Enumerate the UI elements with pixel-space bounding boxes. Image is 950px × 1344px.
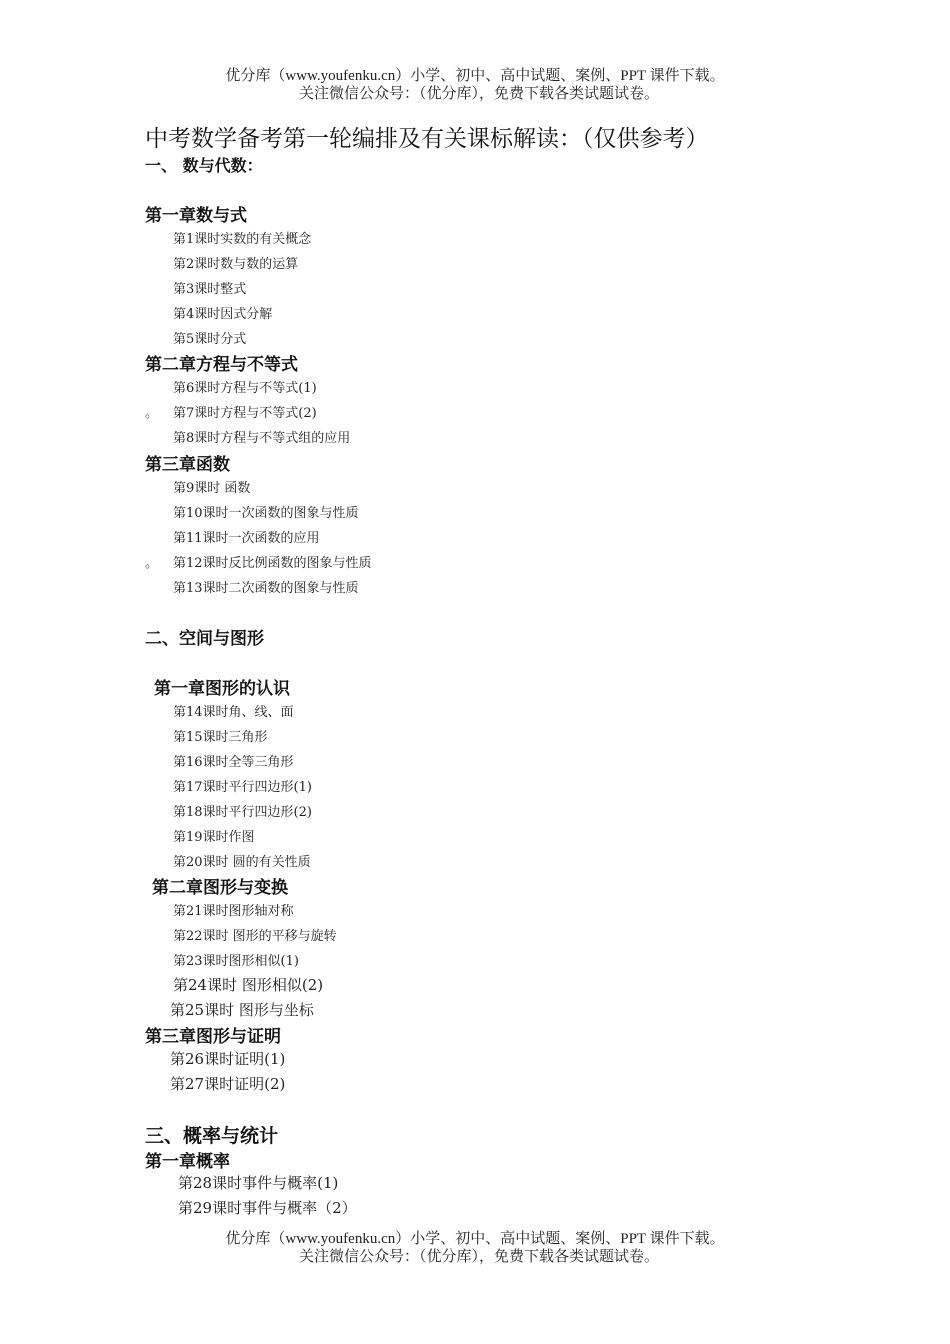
footer-line-2: 关注微信公众号：（优分库），免费下载各类试题试卷。 [298, 1249, 659, 1265]
section-heading-algebra: 一、 数与代数： [145, 156, 263, 175]
chapter-title: 第三章图形与证明 [145, 1027, 281, 1047]
header-line-2: 关注微信公众号：（优分库），免费下载各类试题试卷。 [298, 86, 659, 102]
page-footer [0, 1230, 950, 1266]
section-heading-probability: 三、概率与统计 [145, 1125, 279, 1147]
chapter-title: 第一章数与式 [145, 206, 247, 226]
lesson-item: 第26课时证明(1) [170, 1050, 286, 1068]
lesson-item: 第13课时二次函数的图象与性质 [173, 581, 359, 596]
lesson-item: 第9课时 函数 [173, 481, 251, 496]
lesson-item: 第21课时图形轴对称 [173, 904, 294, 919]
chapter-title: 第一章图形的认识 [154, 679, 290, 699]
chapter-title: 第二章方程与不等式 [145, 355, 298, 375]
margin-mark: 。 [145, 556, 159, 571]
lesson-item: 第11课时一次函数的应用 [173, 531, 320, 546]
lesson-item: 第20课时 圆的有关性质 [173, 855, 311, 870]
lesson-item: 第14课时角、线、面 [173, 705, 294, 720]
section-heading-geometry: 二、空间与图形 [145, 629, 264, 649]
lesson-item: 第17课时平行四边形(1) [173, 780, 312, 795]
lesson-item: 第28课时事件与概率(1) [178, 1174, 339, 1192]
margin-mark: 。 [145, 406, 159, 421]
lesson-item: 第24课时 图形相似(2) [173, 976, 324, 994]
lesson-item: 第3课时整式 [173, 282, 247, 297]
lesson-item: 第7课时方程与不等式(2) [173, 406, 317, 421]
lesson-item: 第12课时反比例函数的图象与性质 [173, 556, 372, 571]
lesson-item: 第4课时因式分解 [173, 307, 273, 322]
header-line-1: 优分库（www.youfenku.cn）小学、初中、高中试题、案例、PPT 课件下载。 [225, 68, 725, 84]
footer-line-1: 优分库（www.youfenku.cn）小学、初中、高中试题、案例、PPT 课件下载。 [225, 1231, 725, 1247]
lesson-item: 第16课时全等三角形 [173, 755, 294, 770]
lesson-item: 第18课时平行四边形(2) [173, 805, 312, 820]
chapter-title: 第二章图形与变换 [152, 878, 288, 898]
lesson-item: 第27课时证明(2) [170, 1075, 286, 1093]
lesson-item: 第8课时方程与不等式组的应用 [173, 431, 351, 446]
lesson-item: 第5课时分式 [173, 332, 247, 347]
chapter-title: 第一章概率 [145, 1152, 230, 1172]
lesson-item: 第1课时实数的有关概念 [173, 232, 312, 247]
document-title: 中考数学备考第一轮编排及有关课标解读：（仅供参考） [145, 126, 709, 152]
chapter-title: 第三章函数 [145, 455, 230, 475]
lesson-item: 第29课时事件与概率（2） [178, 1199, 357, 1217]
lesson-item: 第25课时 图形与坐标 [170, 1001, 314, 1019]
page-header [0, 67, 950, 103]
lesson-item: 第22课时 图形的平移与旋转 [173, 929, 337, 944]
lesson-item: 第2课时数与数的运算 [173, 257, 299, 272]
lesson-item: 第6课时方程与不等式(1) [173, 381, 317, 396]
lesson-item: 第23课时图形相似(1) [173, 954, 299, 969]
lesson-item: 第10课时一次函数的图象与性质 [173, 506, 359, 521]
lesson-item: 第15课时三角形 [173, 730, 268, 745]
lesson-item: 第19课时作图 [173, 830, 255, 845]
